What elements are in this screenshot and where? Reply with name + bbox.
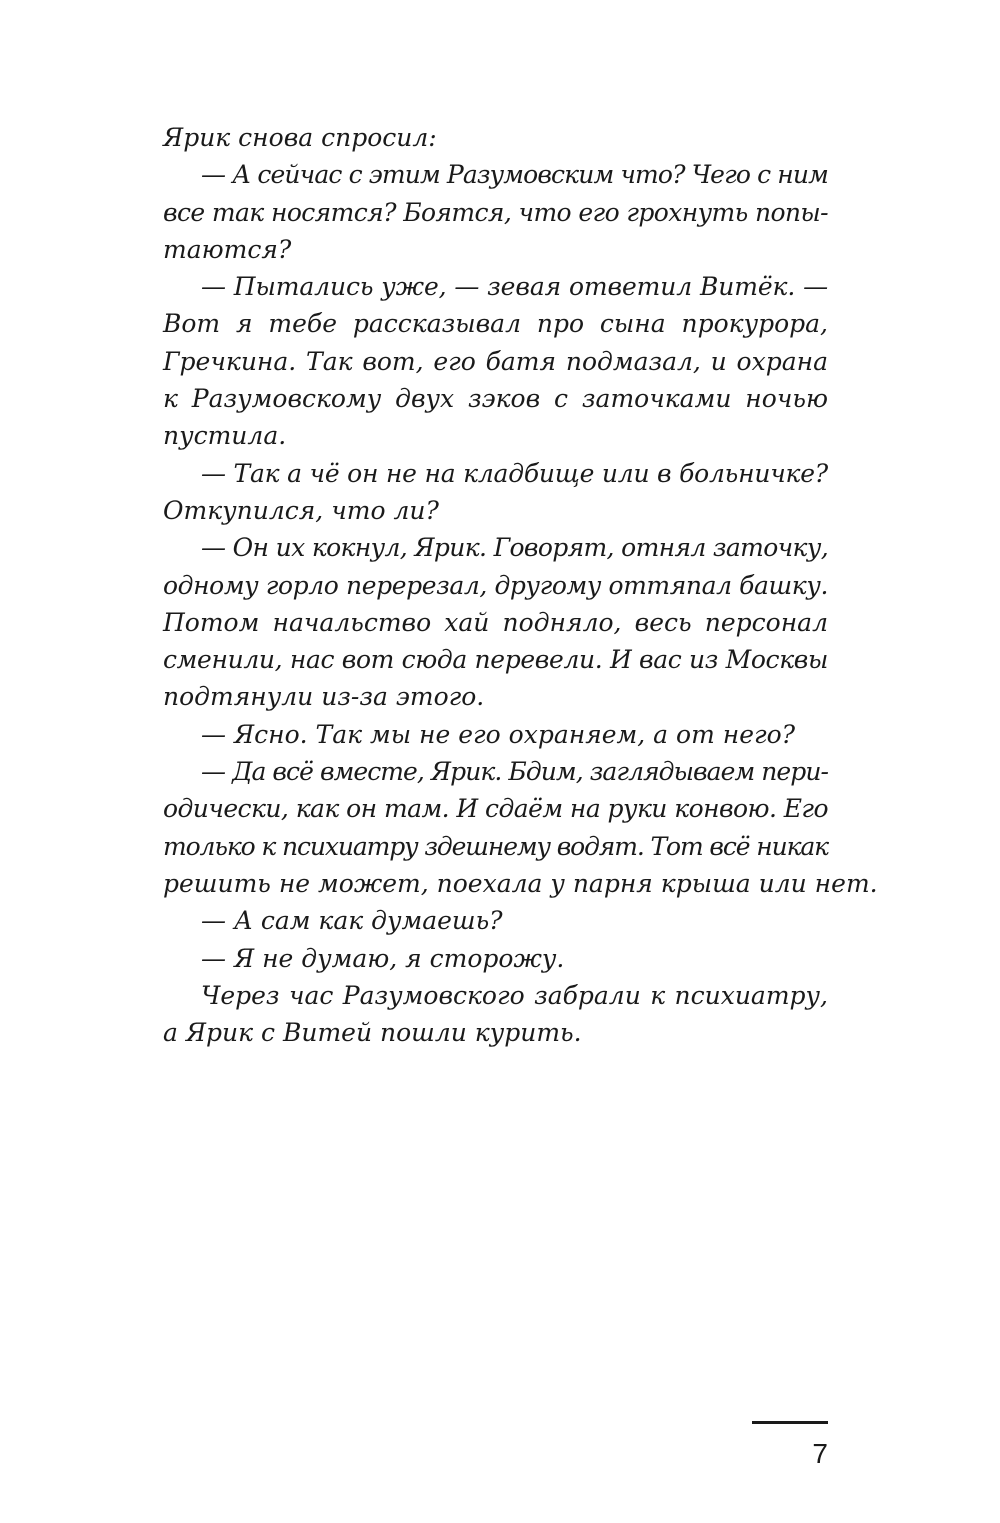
footer-rule [752,1421,828,1424]
body-text [163,119,878,1051]
text-line: к Разумовскому двух зэков с заточками ночью [163,384,828,414]
text-line: — Пытались уже, — зевая ответил Витёк. — [201,272,828,302]
text-line: все так носятся? Боятся, что его грохнуть попы- [163,197,829,227]
text-line: Потом начальство хай подняло, весь персонал [163,607,828,637]
text-line: — Он их кокнул, Ярик. Говорят, отнял заточку, [201,533,828,563]
text-line: подтянули из-за этого. [163,682,485,712]
text-line: Вот я тебе рассказывал про сына прокурора, [163,309,828,339]
text-line: Ярик снова спросил: [163,123,437,152]
text-line: — Да всё вместе, Ярик. Бдим, заглядываем пери- [201,757,828,787]
text-line: — Ясно. Так мы не его охраняем, а от него? [201,719,796,749]
text-line: — Так а чё он не на кладбище или в больничке? [201,458,828,488]
text-line: Через час Разумовского забрали к психиатру, [201,980,828,1010]
text-line: — А сейчас с этим Разумовским что? Чего с ним [201,160,828,190]
text-line: решить не может, поехала у парня крыша или нет. [163,868,878,898]
text-line: таются? [163,234,292,264]
text-line: Гречкина. Так вот, его батя подмазал, и охрана [163,346,828,376]
text-line: — А сам как думаешь? [201,906,503,936]
page-number: 7 [812,1438,828,1469]
text-line: пустила. [163,421,287,451]
text-line: одически, как он там. И сдаём на руки конвою. Его [163,794,828,824]
text-line: — Я не думаю, я сторожу. [201,943,565,973]
text-line: сменили, нас вот сюда перевели. И вас из Москвы [163,645,828,675]
text-line: только к психиатру здешнему водят. Тот всё никак [163,831,828,861]
text-line: а Ярик с Витей пошли курить. [163,1018,582,1048]
text-line: Откупился, что ли? [163,495,439,525]
text-line: одному горло перерезал, другому оттяпал башку. [163,570,828,600]
